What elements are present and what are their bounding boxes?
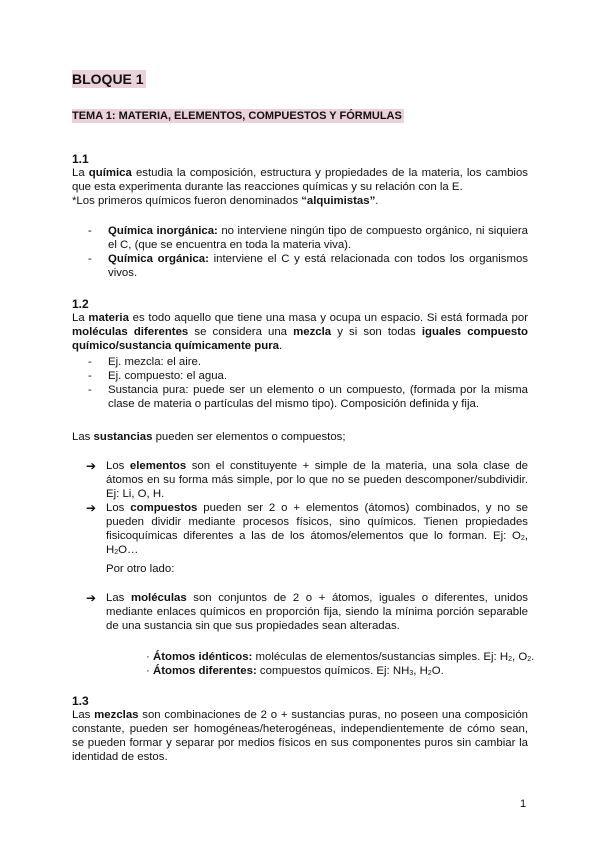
atomos-list bbox=[146, 650, 534, 678]
tema-heading: TEMA 1: MATERIA, ELEMENTOS, COMPUESTOS Y FÓRMULAS bbox=[72, 110, 402, 122]
arrow-icon: ➔ bbox=[86, 591, 97, 605]
section-1-2-number: 1.2 bbox=[72, 297, 89, 311]
sustancias-paragraph: Las sustancias pueden ser elementos o compuestos; bbox=[72, 431, 346, 443]
list-item: - Química orgánica: interviene el C y está relacionada con todos los organismos vivos. bbox=[88, 252, 528, 280]
quimica-types-list bbox=[88, 224, 528, 280]
bloque-heading: BLOQUE 1 bbox=[72, 71, 144, 87]
list-item: - Química inorgánica: no interviene ningún tipo de compuesto orgánico, ni siquiera el C, (que se encuentra en toda la materia viva). bbox=[88, 224, 528, 252]
section-1-3-body bbox=[72, 708, 528, 764]
list-item: ➔ Los compuestos pueden ser 2 o + elementos (átomos) combinados, y no se pueden dividir mediante procesos físicos, sino químicos. Tienen propiedades fisicoquímicas diferentes a las de los átomos/elementos que lo forman. Ej: $O_2$, $H_2O\dots$ bbox=[86, 501, 528, 556]
moleculas-list bbox=[86, 591, 528, 633]
list-item: - Sustancia pura: puede ser un elemento o un compuesto, (formada por la misma clase de materia o partículas del mismo tipo). Composición definida y fija. bbox=[88, 383, 528, 411]
paragraph: Las mezclas son combinaciones de 2 o + sustancias puras, no poseen una composición constante, pueden ser homogéneas/heterogéneas, independientemente de cómo sean, se pueden formar y separar por medios físicos en sus componentes puros sin cambiar la identidad de estos. bbox=[72, 709, 528, 763]
list-item: ➔ Los elementos son el constituyente + simple de la materia, una sola clase de átomos en su forma más simple, por lo que no se pueden descomponer/subdividir. Ej: Li, O, H. bbox=[86, 459, 528, 500]
paragraph: La materia es todo aquello que tiene una masa y ocupa un espacio. Si está formada por moléculas diferentes se considera una mezcla y si son todas iguales compuesto químico/sustancia químicamente pura. bbox=[72, 312, 529, 352]
paragraph: *Los primeros químicos fueron denominados “alquimistas”. bbox=[72, 195, 379, 207]
sustancias-list bbox=[86, 459, 528, 557]
examples-list bbox=[88, 355, 528, 411]
list-item: · Átomos idénticos: moléculas de elementos/sustancias simples. Ej: $H_2$, $O_2$. bbox=[146, 651, 535, 663]
list-item: ➔ Las moléculas son conjuntos de 2 o + átomos, iguales o diferentes, unidos mediante enlaces químicos en proporción fija, siendo la mínima porción separable de una sustancia sin que sus propiedades sean alteradas. bbox=[86, 591, 529, 632]
section-1-1-body bbox=[72, 166, 528, 208]
por-otro-lado: Por otro lado: bbox=[106, 563, 175, 575]
arrow-icon: ➔ bbox=[86, 459, 97, 473]
page-number: 1 bbox=[520, 798, 527, 810]
section-1-2-body bbox=[72, 311, 528, 353]
paragraph: La química estudia la composición, estructura y propiedades de la materia, los cambios que esta experimenta durante las reacciones químicas y su relación con la E. bbox=[72, 167, 528, 193]
section-1-3-number: 1.3 bbox=[72, 694, 89, 708]
list-item: - Ej. mezcla: el aire. bbox=[88, 355, 528, 369]
list-item: - Ej. compuesto: el agua. bbox=[88, 369, 528, 383]
arrow-icon: ➔ bbox=[86, 501, 97, 515]
section-1-1-number: 1.1 bbox=[72, 152, 89, 166]
list-item: · Átomos diferentes: compuestos químicos. Ej: $NH_3$, $H_2O$. bbox=[146, 665, 444, 677]
